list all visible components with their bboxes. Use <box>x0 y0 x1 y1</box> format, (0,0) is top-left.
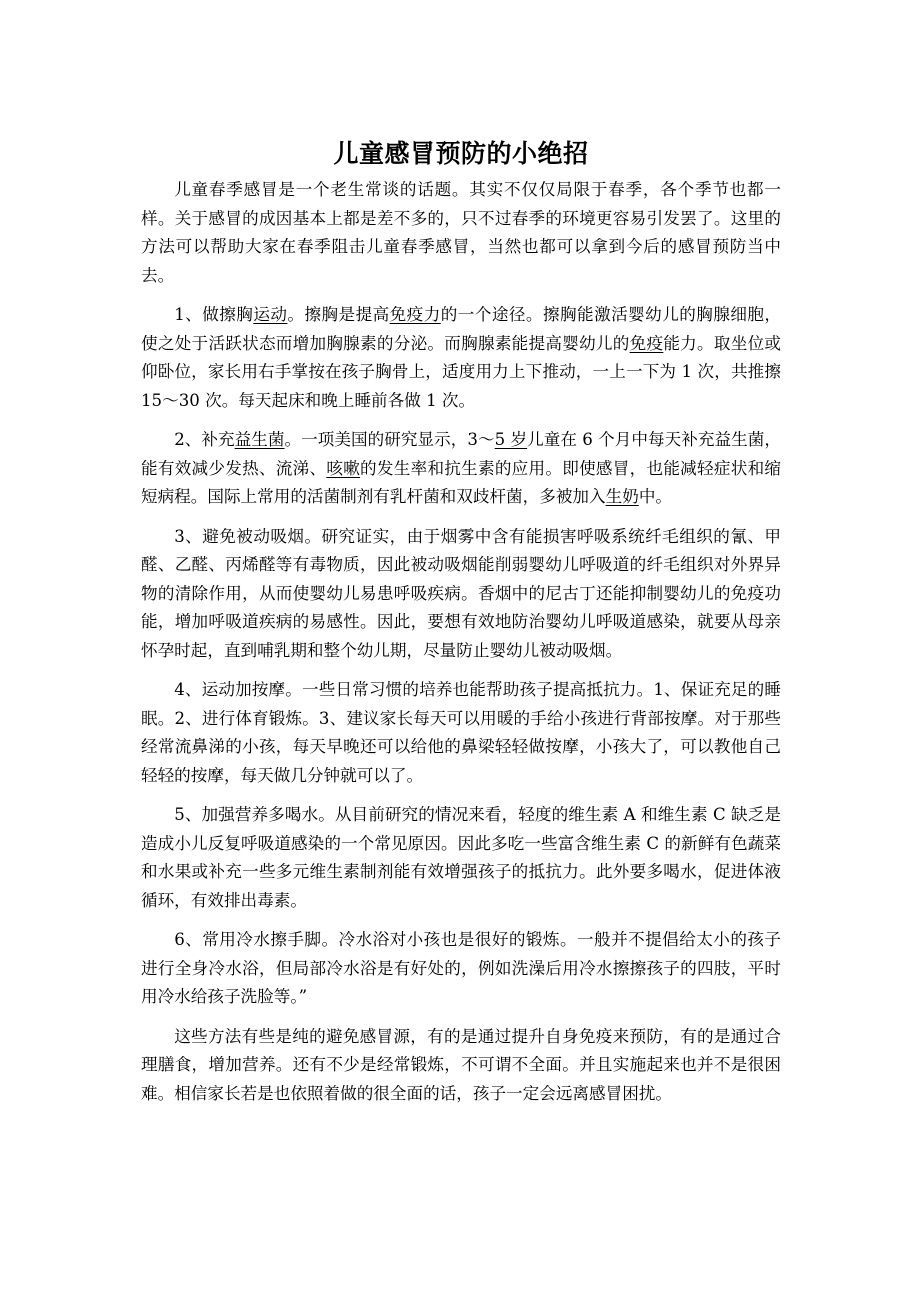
link-immunity[interactable]: 免疫力 <box>389 305 441 324</box>
document-title: 儿童感冒预防的小绝招 <box>333 139 589 168</box>
paragraph-tip-5 <box>141 801 781 915</box>
link-probiotics[interactable]: 益生菌 <box>234 430 285 449</box>
text-segment: 的一个途径。擦胸能激活婴幼儿的胸腺细胞，使之处于活跃状态而增加胸腺素的分泌。而胸腺素能提高婴幼儿的 <box>141 305 782 353</box>
text-segment: 。一项美国的研究显示，3～ <box>284 430 495 449</box>
link-five-years[interactable]: 5 岁 <box>494 430 528 449</box>
link-exercise[interactable]: 运动 <box>253 305 288 324</box>
text-segment: 。擦胸是提高 <box>287 305 390 324</box>
paragraph-tip-6 <box>141 926 781 1012</box>
text-segment: 5、加强营养多喝水。从目前研究的情况来看，轻度的维生素 A 和维生素 C 缺乏是造成小儿反复呼吸道感染的一个常见原因。因此多吃一些富含维生素 C 的新鲜有色蔬菜和水果或补充一些多元维生素制剂能有效增强孩子的抵抗力。此外要多喝水，促进体液循环，有效排出毒素。 <box>141 805 781 910</box>
text-segment: 的发生率和抗生素的应用。即使感冒，也能减轻症状和缩短病程。国际上常用的活菌制剂有乳杆菌和双歧杆菌，多被加入 <box>141 458 782 506</box>
text-segment: 儿童在 6 个月中每天补充益生菌，能有效减少发热、流涕、 <box>141 430 782 478</box>
link-immune[interactable]: 免疫 <box>629 333 664 353</box>
text-segment: 4、运动加按摩。一些日常习惯的培养也能帮助孩子提高抵抗力。1、保证充足的睡眠。2、进行体育锻炼。3、建议家长每天可以用暖的手给小孩进行背部按摩。对于那些经常流鼻涕的小孩，每天早晚还可以给他的鼻梁轻轻做按摩，小孩大了，可以教他自己轻轻的按摩，每天做几分钟就可以了。 <box>141 680 781 785</box>
link-cough[interactable]: 咳嗽 <box>326 458 361 478</box>
paragraph-tip-2 <box>141 426 781 512</box>
document-page <box>141 138 781 1119</box>
paragraph-tip-4 <box>141 676 781 790</box>
paragraph-conclusion <box>141 1023 781 1109</box>
text-segment: 儿童春季感冒是一个老生常谈的话题。其实不仅仅局限于春季，各个季节也都一样。关于感冒的成因基本上都是差不多的，只不过春季的环境更容易引发罢了。这里的方法可以帮助大家在春季阻击儿童春季感冒，当然也都可以拿到今后的感冒预防当中去。 <box>141 180 781 285</box>
paragraph-tip-3 <box>141 523 781 666</box>
text-segment: 3、避免被动吸烟。研究证实，由于烟雾中含有能损害呼吸系统纤毛组织的氰、甲醛、乙醛、丙烯醛等有毒物质，因此被动吸烟能削弱婴幼儿呼吸道的纤毛组织对外界异物的清除作用，从而使婴幼儿易患呼吸疾病。香烟中的尼古丁还能抑制婴幼儿的免疫功能，增加呼吸道疾病的易感性。因此，要想有效地防治婴幼儿呼吸道感染，就要从母亲怀孕时起，直到哺乳期和整个幼儿期，尽量防止婴幼儿被动吸烟。 <box>141 526 781 660</box>
paragraph-intro <box>141 176 781 290</box>
text-segment: 中。 <box>638 487 672 506</box>
text-segment: 6、常用冷水擦手脚。冷水浴对小孩也是很好的锻炼。一般并不提倡给太小的孩子进行全身冷水浴，但局部冷水浴是有好处的，例如洗澡后用冷水擦擦孩子的四肢，平时用冷水给孩子洗脸等。” <box>141 930 781 1006</box>
paragraph-tip-1 <box>141 301 781 415</box>
text-segment: 这些方法有些是纯的避免感冒源，有的是通过提升自身免疫来预防，有的是通过合理膳食，增加营养。还有不少是经常锻炼，不可谓不全面。并且实施起来也并不是很困难。相信家长若是也依照着做的很全面的话，孩子一定会远离感冒困扰。 <box>141 1026 781 1103</box>
text-segment: 2、补充 <box>174 430 235 449</box>
link-milk[interactable]: 生奶 <box>605 487 639 506</box>
text-segment: 1、做擦胸 <box>174 305 254 324</box>
text-segment: 能力。取坐位或仰卧位，家长用右手掌按在孩子胸骨上，适度用力上下推动，一上一下为 1 次，共推擦 15～30 次。每天起床和晚上睡前各做 1 次。 <box>141 333 782 410</box>
